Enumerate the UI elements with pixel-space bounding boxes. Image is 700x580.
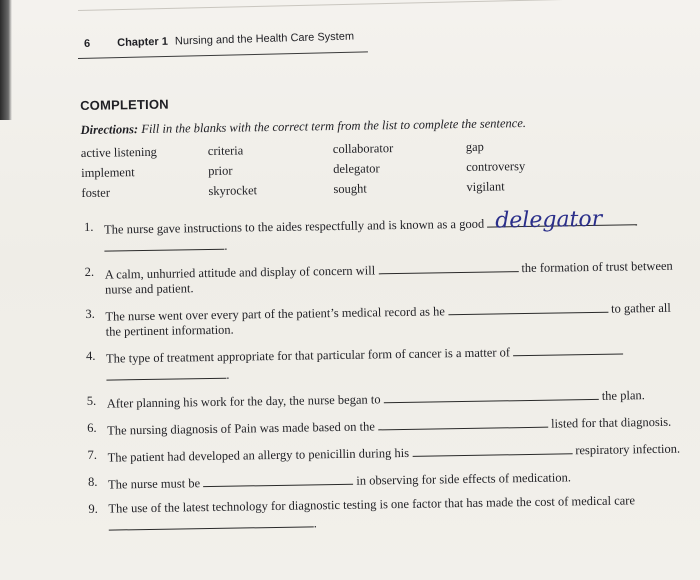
answer-blank-continued[interactable]: [106, 365, 226, 381]
term-item: sought: [333, 181, 367, 197]
question-number: 2.: [84, 264, 95, 279]
chapter-label: Chapter 1: [117, 35, 169, 50]
question-7: [85, 439, 685, 466]
question-text: The use of the latest technology for diagnostic testing is one factor that has made the cost of medical care: [108, 493, 636, 516]
answer-blank[interactable]: [448, 299, 608, 316]
question-text: The nursing diagnosis of Pain was made based on the: [107, 419, 375, 438]
term-item: skyrocket: [208, 183, 258, 198]
running-header: [84, 30, 364, 50]
term-item: active listening: [80, 144, 157, 160]
term-item: prior: [208, 163, 233, 178]
term-item: collaborator: [332, 141, 394, 157]
question-number: 7.: [87, 447, 98, 462]
top-page-edge: [78, 0, 653, 11]
chapter-title: Nursing and the Health Care System: [174, 30, 355, 48]
question-number: 5.: [86, 393, 97, 408]
question-text: The type of treatment appropriate for that particular form of cancer is a matter of: [105, 345, 511, 366]
question-text-end: the plan.: [601, 388, 645, 403]
question-1: [82, 206, 682, 256]
question-text-end: respiratory infection.: [575, 441, 681, 458]
directions-lead: Directions:: [80, 122, 139, 137]
question-4: [84, 340, 684, 385]
answer-blank[interactable]: [412, 440, 572, 457]
directions: [80, 114, 680, 138]
header-rule: [78, 51, 368, 59]
question-text-end: to gather all the pertinent information.: [105, 300, 671, 339]
question-number: 1.: [83, 219, 94, 234]
question-9: [86, 493, 686, 535]
question-text-end: the formation of trust between nurse and patient.: [104, 258, 673, 297]
question-text: The nurse gave instructions to the aides respectfully and is known as a good: [103, 216, 485, 237]
answer-blank[interactable]: [378, 414, 548, 431]
question-number: 9.: [88, 501, 98, 516]
question-2: [83, 256, 683, 298]
question-8: [86, 466, 686, 493]
answer-blank[interactable]: [109, 513, 314, 530]
question-6: [85, 412, 685, 439]
question-text: The nurse went over every part of the patient’s medical record as he: [105, 304, 445, 324]
term-item: delegator: [333, 161, 380, 177]
section-title: COMPLETION: [80, 96, 169, 113]
directions-text: Fill in the blanks with the correct term from the list to complete the sentence.: [141, 115, 527, 137]
question-text: A calm, unhurried attitude and display of concern will: [104, 263, 376, 282]
question-number: 8.: [87, 474, 98, 489]
question-text-end: .: [224, 238, 228, 253]
question-text: The patient had developed an allergy to penicillin during his: [107, 445, 410, 465]
answer-blank-continued[interactable]: [104, 236, 224, 252]
term-list: [81, 137, 682, 202]
term-item: foster: [81, 185, 111, 200]
answer-blank[interactable]: [378, 258, 518, 274]
question-number: 3.: [85, 306, 95, 321]
question-text: After planning his work for the day, the nurse began to: [106, 392, 381, 411]
question-number: 4.: [85, 348, 96, 363]
question-text: The nurse must be: [107, 476, 201, 492]
answer-blank[interactable]: [384, 386, 599, 403]
term-item: controversy: [466, 159, 526, 174]
answer-blank[interactable]: [203, 471, 353, 487]
completion-section: [80, 89, 687, 544]
question-text-end: in observing for side effects of medication.: [356, 470, 572, 488]
term-item: implement: [81, 165, 135, 180]
term-item: vigilant: [466, 179, 505, 194]
handwritten-answer: delegator: [495, 206, 603, 234]
question-3: [83, 298, 683, 340]
term-item: gap: [465, 139, 484, 154]
question-5: [85, 385, 685, 412]
answer-blank[interactable]: [513, 341, 623, 357]
term-item: criteria: [207, 143, 244, 158]
question-number: 6.: [87, 420, 97, 435]
question-text-end: .: [226, 367, 230, 382]
book-spine-shadow: [0, 0, 12, 120]
page-number: 6: [83, 37, 91, 50]
question-text-end: .: [313, 516, 317, 531]
answer-blank[interactable]: [487, 206, 637, 234]
question-list: [82, 206, 687, 535]
question-text-end: listed for that diagnosis.: [550, 414, 672, 431]
